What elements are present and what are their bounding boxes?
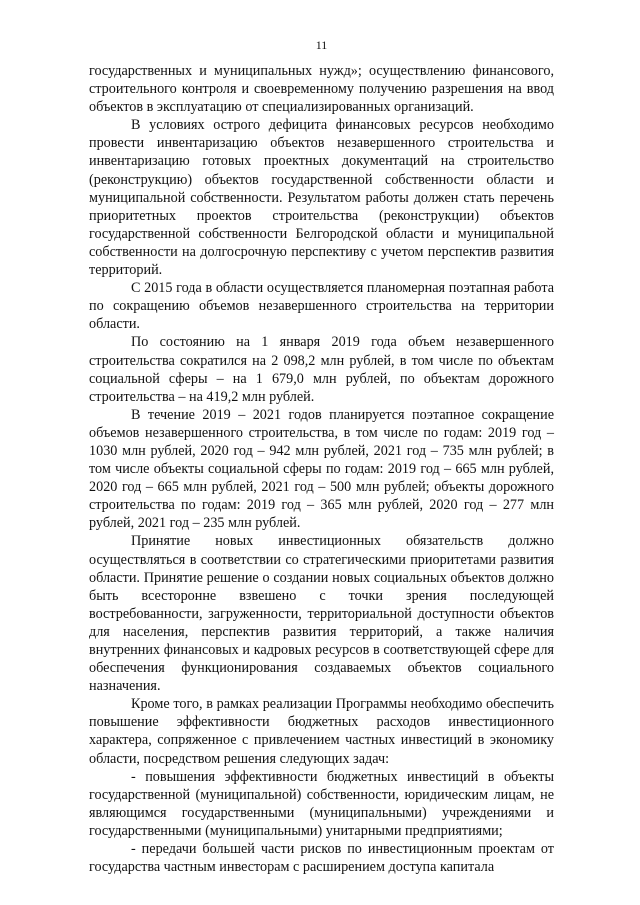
- page-number: 11: [315, 38, 328, 52]
- paragraph-2: В условиях острого дефицита финансовых ресурсов необходимо провести инвентаризацию объектов незавершенного строительства и инвентаризацию готовых проектных документаций на строительство (реконструкцию) объектов государственной собственности области и муниципальной собственности. Результатом работы должен стать перечень приоритетных проектов строительства (реконструкции) объектов государственной собственности Белгородской области и муниципальной собственности на долгосрочную перспективу с учетом перспектив развития территорий.: [89, 117, 554, 279]
- list-item-1: - повышения эффективности бюджетных инвестиций в объекты государственной (муниципальной) собственности, юридическим лицам, не являющимся государственными (муниципальными) учреждениями и государственными (муниципальными) унитарными предприятиями;: [89, 768, 554, 839]
- paragraph-7: Кроме того, в рамках реализации Программы необходимо обеспечить повышение эффективности бюджетных расходов инвестиционного характера, сопряженное с привлечением частных инвестиций в экономику области, посредством решения следующих задач:: [89, 696, 554, 767]
- list-item-2: - передачи большей части рисков по инвестиционным проектам от государства частным инвесторам с расширением доступа капитала: [89, 841, 554, 876]
- document-body: [89, 62, 554, 876]
- paragraph-1: государственных и муниципальных нужд»; осуществлению финансового, строительного контроля и своевременному получению разрешения на ввод объектов в эксплуатацию от специализированных организаций.: [89, 63, 554, 116]
- paragraph-4: По состоянию на 1 января 2019 года объем незавершенного строительства сократился на 2 098,2 млн рублей, в том числе по объектам социальной сферы – на 1 679,0 млн рублей, по объектам дорожного строительства – на 419,2 млн рублей.: [89, 334, 554, 405]
- paragraph-3: С 2015 года в области осуществляется планомерная поэтапная работа по сокращению объемов незавершенного строительства на территории области.: [89, 280, 554, 333]
- paragraph-5: В течение 2019 – 2021 годов планируется поэтапное сокращение объемов незавершенного строительства, в том числе по годам: 2019 год – 1030 млн рублей, 2020 год – 942 млн рублей, 2021 год – 735 млн рублей; в том числе объекты социальной сферы по годам: 2019 год – 665 млн рублей, 2020 год – 665 млн рублей, 2021 год – 500 млн рублей; объекты дорожного строительства по годам: 2019 год – 365 млн рублей, 2020 год – 277 млн рублей, 2021 год – 235 млн рублей.: [89, 406, 554, 532]
- paragraph-6: Принятие новых инвестиционных обязательств должно осуществляться в соответствии со стратегическими приоритетами развития области. Принятие решение о создании новых социальных объектов должно быть всесторонне взвешено с точки зрения последующей востребованности, загруженности, территориальной доступности объектов для населения, перспектив развития территорий, а также наличия внутренних финансовых и кадровых ресурсов в соответствующей сфере для обеспечения функционирования создаваемых объектов социального назначения.: [89, 533, 554, 695]
